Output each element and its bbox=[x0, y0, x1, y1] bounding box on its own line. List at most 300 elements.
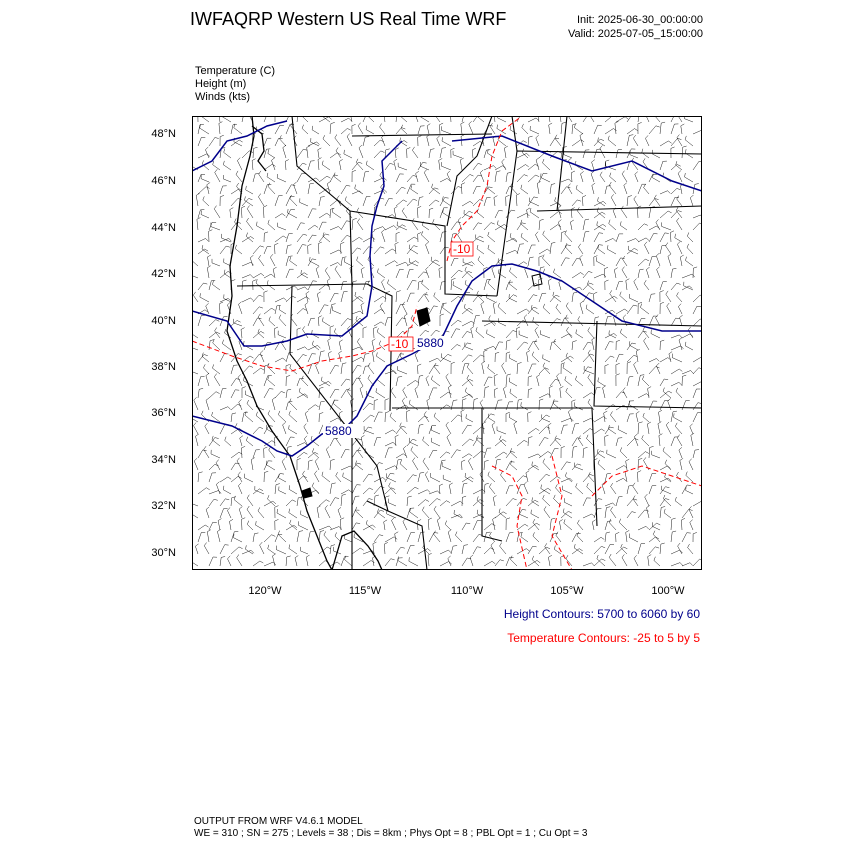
wind-barb bbox=[577, 520, 583, 530]
wind-barb bbox=[431, 438, 440, 446]
wind-barb bbox=[642, 376, 649, 386]
wind-barb bbox=[594, 508, 601, 518]
wind-barb bbox=[506, 499, 517, 507]
wind-barb bbox=[440, 501, 450, 506]
wind-barb bbox=[660, 358, 671, 362]
wind-barb bbox=[682, 375, 686, 386]
wind-barb bbox=[517, 165, 529, 171]
wind-barb bbox=[667, 303, 671, 314]
wind-barb bbox=[245, 411, 253, 422]
wind-barb bbox=[517, 309, 529, 314]
wind-barb bbox=[502, 159, 506, 170]
wind-barb bbox=[198, 315, 205, 326]
height-contours bbox=[192, 121, 702, 456]
wind-barb bbox=[484, 350, 488, 362]
wind-barb bbox=[621, 206, 627, 218]
wind-barb bbox=[572, 341, 577, 350]
wind-barb bbox=[230, 519, 234, 530]
wind-barb bbox=[462, 308, 472, 314]
wind-barb bbox=[231, 413, 236, 422]
wind-barb bbox=[605, 427, 614, 434]
wind-barb bbox=[277, 174, 286, 182]
wind-barb bbox=[539, 474, 550, 482]
wind-barb bbox=[289, 411, 297, 422]
wind-barb bbox=[407, 380, 419, 386]
wind-barb bbox=[198, 450, 207, 458]
wind-barb bbox=[522, 124, 528, 134]
wind-barb bbox=[253, 533, 258, 542]
wind-barb bbox=[206, 303, 209, 314]
wind-barb bbox=[644, 242, 649, 254]
wind-barb bbox=[439, 484, 443, 494]
wind-barb bbox=[196, 434, 199, 446]
wind-barb bbox=[403, 519, 407, 530]
wind-barb bbox=[441, 162, 451, 170]
wind-barb bbox=[594, 537, 604, 542]
wind-barb bbox=[549, 123, 552, 134]
wind-barb bbox=[630, 151, 638, 158]
wind-barb bbox=[610, 411, 616, 422]
wind-barb bbox=[398, 366, 408, 374]
height-field-label: Height (m) bbox=[195, 78, 247, 90]
wind-barb bbox=[403, 446, 407, 458]
wind-barb bbox=[290, 520, 297, 530]
wind-barb bbox=[660, 282, 667, 290]
wind-barb bbox=[319, 285, 329, 290]
wind-barb bbox=[319, 381, 331, 386]
wind-barb bbox=[290, 257, 297, 266]
wind-barb bbox=[473, 451, 485, 458]
wind-barb bbox=[363, 354, 369, 362]
wind-barb bbox=[588, 472, 594, 482]
wind-barb bbox=[231, 390, 239, 398]
wind-barb bbox=[583, 283, 593, 290]
wind-barb bbox=[385, 317, 392, 326]
wind-barb bbox=[605, 405, 616, 410]
wind-barb bbox=[312, 341, 319, 350]
wind-barb bbox=[220, 246, 230, 254]
lon-label-105w: 105°W bbox=[550, 585, 584, 597]
wind-barb bbox=[686, 257, 694, 266]
wind-barb bbox=[264, 274, 274, 278]
wind-barb bbox=[304, 424, 308, 434]
wind-barb bbox=[658, 422, 661, 434]
wind-barb bbox=[341, 450, 349, 459]
wind-barb bbox=[616, 363, 620, 374]
wind-barb bbox=[368, 363, 374, 374]
wind-barb bbox=[272, 397, 275, 410]
wind-barb bbox=[466, 414, 473, 422]
wind-barb bbox=[574, 124, 583, 134]
wind-barb bbox=[629, 534, 638, 543]
wind-barb bbox=[539, 249, 550, 254]
wind-barb bbox=[598, 245, 605, 254]
wind-barb bbox=[335, 135, 341, 147]
wind-barb bbox=[616, 282, 623, 291]
wind-barb bbox=[286, 437, 295, 446]
wind-barb bbox=[239, 302, 243, 314]
wind-barb bbox=[668, 254, 671, 266]
wind-barb bbox=[454, 510, 462, 518]
wind-barb bbox=[286, 185, 295, 194]
wind-barb bbox=[517, 476, 527, 482]
wind-barb bbox=[682, 146, 687, 158]
wind-barb bbox=[583, 354, 594, 362]
wind-barb bbox=[335, 266, 341, 278]
wind-barb bbox=[600, 172, 605, 182]
wind-barb bbox=[497, 427, 506, 435]
wind-barb bbox=[285, 160, 289, 171]
wind-barb bbox=[407, 184, 415, 194]
wind-barb bbox=[490, 532, 496, 542]
wind-barb bbox=[537, 375, 540, 387]
wind-barb bbox=[561, 363, 565, 374]
wind-barb bbox=[385, 249, 396, 254]
wind-barb bbox=[385, 442, 396, 446]
wind-barb bbox=[220, 388, 226, 398]
wind-barb bbox=[494, 388, 498, 398]
wind-barb bbox=[614, 268, 617, 278]
wind-barb bbox=[693, 450, 699, 458]
wind-barb bbox=[209, 230, 213, 242]
wind-barb bbox=[623, 256, 627, 266]
wind-barb bbox=[663, 388, 671, 398]
wind-barb bbox=[224, 175, 232, 182]
wind-barb bbox=[555, 436, 561, 446]
wind-barb bbox=[374, 399, 378, 410]
wind-barb bbox=[439, 159, 443, 171]
wind-barb bbox=[686, 487, 693, 495]
wind-barb bbox=[355, 507, 363, 518]
wind-barb bbox=[341, 235, 351, 242]
wind-barb bbox=[339, 340, 342, 350]
wind-barb bbox=[427, 134, 430, 146]
lat-label-44n: 44°N bbox=[151, 222, 176, 234]
wind-barb bbox=[264, 376, 272, 386]
wind-barb bbox=[330, 498, 339, 506]
wind-barb bbox=[488, 472, 495, 482]
wind-barb bbox=[207, 183, 210, 195]
wind-barb bbox=[407, 439, 416, 446]
wind-barb bbox=[354, 534, 363, 543]
lon-label-100w: 100°W bbox=[651, 585, 685, 597]
wind-barb bbox=[477, 209, 484, 218]
wind-barb bbox=[315, 471, 320, 482]
wind-barb bbox=[385, 412, 389, 423]
wind-barb bbox=[676, 388, 682, 398]
wind-barb bbox=[681, 518, 685, 530]
wind-barb bbox=[464, 304, 473, 314]
wind-barb bbox=[528, 546, 537, 554]
wind-barb bbox=[330, 250, 342, 254]
wind-barb bbox=[685, 342, 693, 350]
wind-barb bbox=[689, 506, 693, 518]
wind-barb bbox=[429, 499, 441, 507]
wind-barb bbox=[319, 117, 332, 122]
wind-barb bbox=[273, 554, 276, 566]
wind-barb bbox=[206, 507, 209, 518]
wind-barb bbox=[688, 327, 693, 338]
wind-barb bbox=[308, 354, 316, 362]
wind-barb bbox=[660, 191, 670, 194]
wind-barb bbox=[568, 184, 572, 194]
wind-barb bbox=[611, 507, 617, 518]
wind-barb bbox=[341, 185, 350, 194]
wind-barb bbox=[462, 262, 475, 266]
wind-barb bbox=[693, 357, 702, 362]
wind-barb bbox=[247, 218, 254, 230]
wind-barb bbox=[687, 233, 693, 243]
wind-barb bbox=[372, 339, 375, 350]
wind-barb bbox=[430, 473, 440, 482]
wind-barb bbox=[566, 388, 572, 398]
map-title: IWFAQRP Western US Real Time WRF bbox=[190, 9, 507, 29]
wind-barb bbox=[341, 291, 348, 302]
wind-barb bbox=[453, 151, 462, 158]
wind-barb bbox=[660, 245, 666, 254]
wind-barb bbox=[453, 281, 462, 290]
wind-barb bbox=[620, 329, 627, 338]
wind-barb bbox=[605, 364, 609, 374]
wind-barb bbox=[447, 434, 451, 446]
wind-barb bbox=[627, 414, 634, 422]
wind-barb bbox=[396, 547, 405, 554]
wind-barb bbox=[352, 548, 364, 554]
wind-barb bbox=[649, 446, 654, 458]
wind-barb bbox=[677, 292, 683, 302]
wind-barb bbox=[492, 423, 495, 435]
wind-barb bbox=[693, 223, 702, 230]
wind-barb bbox=[675, 423, 682, 434]
wind-barb bbox=[213, 281, 221, 290]
wind-barb bbox=[283, 422, 286, 434]
wind-barb bbox=[627, 362, 631, 374]
wind-barb bbox=[687, 244, 693, 254]
wind-barb bbox=[539, 452, 551, 459]
wind-barb bbox=[693, 532, 697, 542]
wind-barb bbox=[237, 555, 242, 567]
wind-barb bbox=[669, 352, 672, 362]
wind-barb bbox=[264, 535, 275, 542]
wind-barb bbox=[533, 532, 539, 542]
wind-barb bbox=[407, 175, 417, 182]
lon-label-115w: 115°W bbox=[348, 585, 382, 597]
wind-barb bbox=[231, 463, 239, 470]
wind-barb bbox=[297, 458, 301, 470]
wind-barb bbox=[275, 125, 284, 134]
wind-barb bbox=[566, 327, 572, 338]
wind-barb bbox=[330, 527, 342, 531]
wind-barb bbox=[385, 448, 393, 458]
wind-barb bbox=[484, 377, 492, 386]
wind-barb bbox=[297, 309, 307, 315]
wind-barb bbox=[339, 351, 342, 362]
wind-barb bbox=[286, 402, 292, 410]
wind-barb bbox=[645, 135, 649, 146]
wind-barb bbox=[628, 246, 638, 254]
wind-barb bbox=[583, 429, 593, 435]
wind-barb bbox=[605, 316, 612, 326]
wind-barb bbox=[605, 280, 609, 290]
wind-barb bbox=[663, 495, 671, 506]
wind-barb bbox=[429, 358, 440, 362]
wind-barb bbox=[528, 412, 532, 422]
wind-barb bbox=[440, 247, 449, 254]
wind-barb bbox=[283, 145, 286, 158]
wind-barb bbox=[521, 185, 528, 194]
wind-barb bbox=[660, 340, 664, 350]
wind-barb bbox=[594, 233, 603, 242]
wind-barb bbox=[286, 209, 295, 218]
wind-barb bbox=[218, 519, 221, 531]
wind-barb bbox=[440, 208, 448, 218]
wind-barb bbox=[550, 477, 560, 483]
wind-barb bbox=[550, 184, 555, 194]
wind-barb bbox=[532, 462, 539, 470]
wind-barb bbox=[374, 151, 385, 158]
wind-barb bbox=[465, 267, 473, 278]
wind-barb bbox=[605, 129, 617, 135]
wind-barb bbox=[649, 473, 656, 482]
wind-barb bbox=[550, 401, 558, 410]
wind-barb bbox=[548, 279, 551, 290]
wind-barb bbox=[482, 361, 485, 374]
wind-barb bbox=[363, 561, 374, 567]
wind-barb bbox=[442, 137, 451, 146]
wind-barb bbox=[653, 531, 660, 542]
wind-barb bbox=[275, 534, 282, 542]
wind-barb bbox=[588, 350, 594, 362]
wind-barb bbox=[255, 486, 264, 494]
wind-barb bbox=[395, 532, 399, 542]
wind-barb bbox=[660, 141, 672, 146]
wind-barb bbox=[334, 173, 341, 182]
wind-barb bbox=[577, 207, 583, 218]
wind-barb bbox=[531, 305, 539, 314]
wind-barb bbox=[247, 506, 253, 518]
wind-barb bbox=[445, 521, 451, 530]
wind-barb bbox=[402, 302, 407, 314]
wind-barb bbox=[343, 473, 352, 482]
lat-label-46n: 46°N bbox=[151, 175, 176, 187]
wind-barb bbox=[252, 159, 256, 170]
height-contour-label-north: 5880 bbox=[417, 336, 444, 350]
wind-barb bbox=[605, 356, 614, 362]
wind-barb bbox=[636, 411, 639, 422]
temperature-contour-legend: Temperature Contours: -25 to 5 by 5 bbox=[507, 631, 700, 645]
wind-barb bbox=[425, 472, 429, 483]
wind-barb bbox=[488, 232, 495, 242]
wind-barb bbox=[418, 424, 423, 434]
wind-barb bbox=[223, 161, 231, 170]
wind-barb bbox=[220, 509, 228, 518]
wind-barb bbox=[363, 171, 369, 182]
wind-barb bbox=[616, 438, 622, 446]
wind-barb bbox=[345, 197, 352, 207]
wind-barb bbox=[305, 302, 308, 314]
wind-barb bbox=[253, 246, 264, 254]
wind-barb bbox=[498, 303, 506, 314]
wind-barb bbox=[616, 149, 622, 158]
wind-barb bbox=[429, 208, 433, 218]
wind-barb bbox=[437, 136, 440, 146]
wind-barb bbox=[282, 458, 286, 470]
wind-barb bbox=[352, 296, 363, 302]
wind-barb bbox=[363, 403, 373, 410]
wind-barb bbox=[206, 398, 209, 410]
wind-barb bbox=[493, 495, 496, 506]
wind-barb bbox=[363, 488, 373, 494]
wind-barb bbox=[594, 451, 604, 458]
wind-barb bbox=[253, 280, 257, 290]
wind-barb bbox=[264, 389, 273, 398]
wind-barb bbox=[264, 471, 268, 482]
wind-barb bbox=[275, 484, 280, 494]
wind-barb bbox=[275, 358, 286, 362]
wind-barb bbox=[198, 388, 203, 398]
wind-barb bbox=[275, 298, 287, 302]
wind-barb bbox=[237, 158, 242, 170]
wind-barb bbox=[223, 486, 231, 494]
wind-barb bbox=[380, 124, 385, 135]
wind-barb bbox=[517, 244, 524, 254]
wind-barb bbox=[517, 549, 530, 554]
wind-barb bbox=[330, 545, 335, 554]
wind-barb bbox=[360, 386, 363, 398]
wind-barb bbox=[275, 506, 279, 518]
wind-barb bbox=[528, 376, 532, 386]
wind-barb bbox=[638, 510, 649, 518]
wind-barb bbox=[561, 462, 571, 470]
wind-barb bbox=[462, 454, 472, 458]
wind-barb bbox=[374, 322, 384, 326]
wind-barb bbox=[666, 422, 671, 434]
wind-barb bbox=[678, 171, 682, 183]
wind-barb bbox=[308, 318, 315, 326]
wind-barb bbox=[536, 135, 539, 146]
wind-barb bbox=[341, 281, 347, 290]
wind-barb bbox=[297, 149, 307, 158]
wind-barb bbox=[344, 150, 352, 158]
wind-barb bbox=[649, 256, 656, 266]
wind-barb bbox=[359, 145, 363, 158]
wind-barb bbox=[352, 218, 357, 230]
wind-barb bbox=[461, 410, 465, 422]
wind-barb bbox=[311, 138, 319, 146]
wind-barb bbox=[198, 187, 210, 194]
wind-barb bbox=[675, 234, 682, 242]
wind-barb bbox=[528, 465, 538, 470]
wind-barb bbox=[385, 466, 398, 470]
wind-barb bbox=[566, 353, 572, 362]
wind-barb bbox=[275, 138, 283, 146]
wind-barb bbox=[605, 435, 609, 446]
wind-barb bbox=[528, 437, 532, 446]
wind-barb bbox=[616, 258, 625, 266]
wind-barb bbox=[451, 362, 455, 374]
wind-barb bbox=[388, 280, 397, 290]
wind-barb bbox=[561, 245, 571, 254]
wind-barb bbox=[646, 267, 649, 278]
wind-barb bbox=[574, 402, 583, 410]
wind-barb bbox=[279, 474, 286, 482]
wind-barb bbox=[415, 352, 418, 362]
wind-barb bbox=[677, 218, 683, 230]
wind-barb bbox=[462, 425, 472, 434]
wind-barb bbox=[616, 354, 623, 362]
weather-map bbox=[192, 116, 702, 570]
wind-barb bbox=[629, 294, 638, 302]
